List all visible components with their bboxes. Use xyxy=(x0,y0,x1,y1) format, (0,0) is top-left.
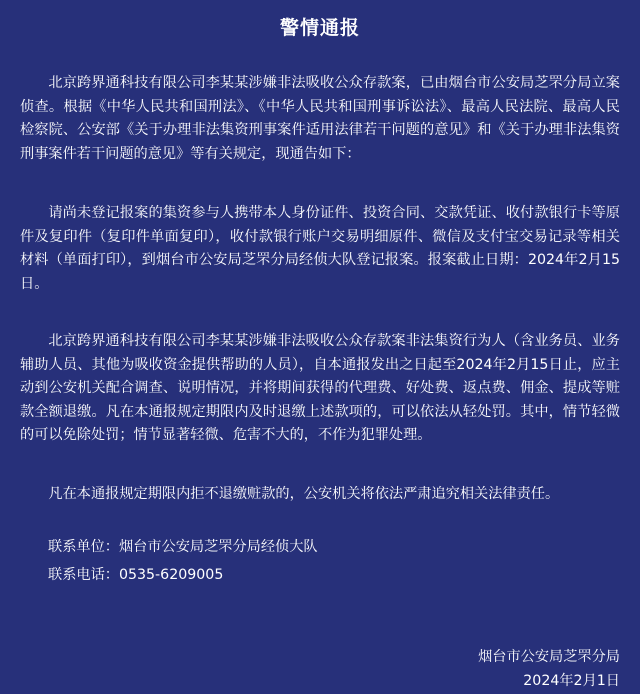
paragraph-legal-warning: 凡在本通报规定期限内拒不退缴赃款的，公安机关将依法严肃追究相关法律责任。 xyxy=(48,486,560,502)
notice-title: 警情通报 xyxy=(279,17,360,39)
signature-org: 烟台市公安局芝罘分局 xyxy=(478,649,620,665)
contact-phone: 联系电话：0535-6209005 xyxy=(48,567,224,583)
paragraph-registration: 请尚未登记报案的集资参与人携带本人身份证件、投资合同、交款凭证、收付款银行卡等原件及复印件（复印件单面复印），收付款银行账户交易明细原件、微信及支付宝交易记录等相关材料（单面打印），到烟台市公安局芝罘分局经侦大队登记报案。报案截止日期：2024年2月15日。 xyxy=(20,205,620,292)
paragraph-case-intro: 北京跨界通科技有限公司李某某涉嫌非法吸收公众存款案，已由烟台市公安局芝罘分局立案侦查。根据《中华人民共和国刑法》、《中华人民共和国刑事诉讼法》、最高人民法院、最高人民检察院、公安部《关于办理非法集资刑事案件适用法律若干问题的意见》和《关于办理非法集资刑事案件若干问题的意见》等有关规定，现通告如下： xyxy=(20,75,620,162)
signature-date: 2024年2月1日 xyxy=(523,673,620,689)
paragraph-refund-requirement: 北京跨界通科技有限公司李某某涉嫌非法吸收公众存款案非法集资行为人（含业务员、业务辅助人员、其他为吸收资金提供帮助的人员），自本通报发出之日起至2024年2月15日止，应主动到公安机关配合调查、说明情况，并将期间获得的代理费、好处费、返点费、佣金、提成等赃款全额退缴。凡在本通报规定期限内及时退缴上述款项的，可以依法从轻处罚。其中，情节轻微的可以免除处罚；情节显著轻微、危害不大的，不作为犯罪处理。 xyxy=(20,333,620,443)
contact-unit: 联系单位：烟台市公安局芝罘分局经侦大队 xyxy=(48,539,318,555)
